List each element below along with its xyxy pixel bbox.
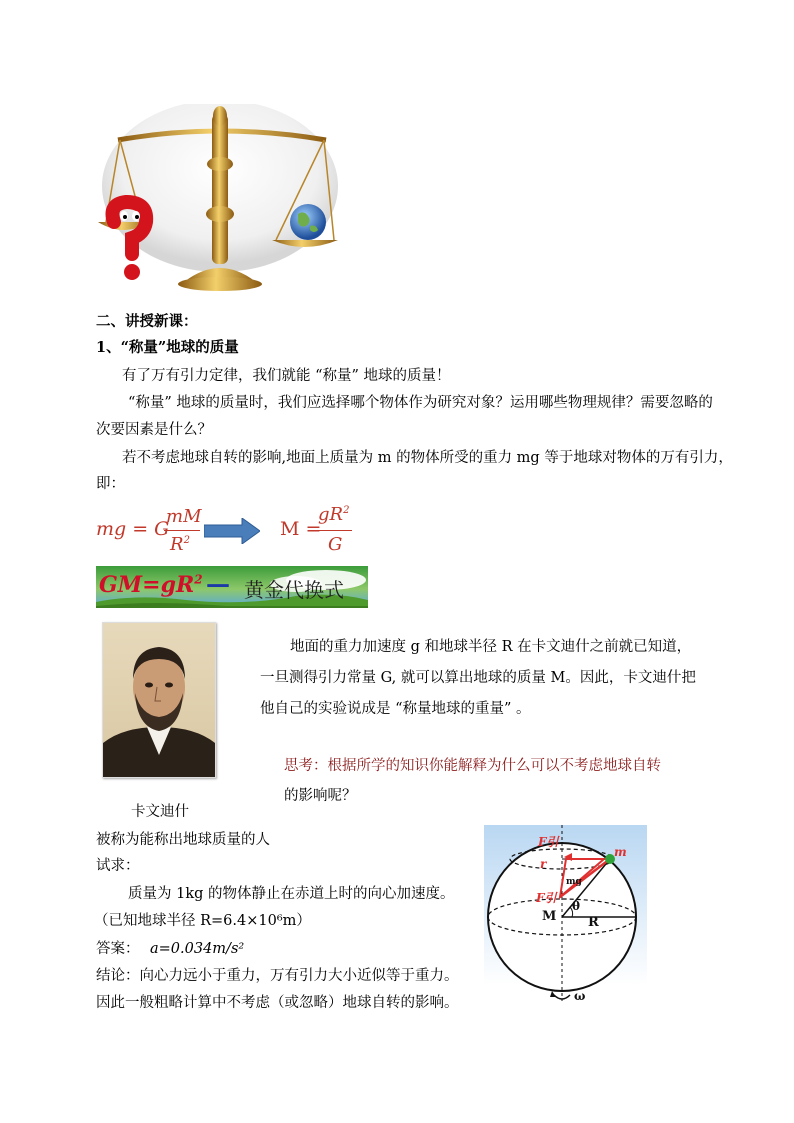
formula-left-fraction-bar — [164, 530, 200, 531]
paragraph-2-line2: 次要因素是什么？ — [96, 422, 212, 438]
answer-value: a=0.034m/s² — [150, 941, 245, 957]
label-r-small: r — [540, 857, 547, 871]
conclusion-line-2: 因此一般粗略计算中不考虑（或忽略）地球自转的影响。 — [96, 995, 459, 1011]
exercise-given: （已知地球半径 R=6.4×10⁶m） — [94, 913, 311, 929]
cavendish-line-1: 地面的重力加速度 g 和地球半径 R 在卡文迪什之前就已知道， — [290, 639, 692, 655]
earth-rotation-diagram — [484, 825, 647, 1007]
label-R-radius: R — [588, 915, 599, 930]
answer-label: 答案： — [96, 941, 140, 957]
label-M-center: M — [542, 909, 557, 924]
mass-formula — [94, 500, 394, 562]
label-f-grav-bottom: F引 — [536, 891, 557, 905]
cavendish-line-2: 一旦测得引力常量 G, 就可以算出地球的质量 M。因此，卡文迪什把 — [260, 670, 696, 686]
formula-left-den-exp: 2 — [183, 535, 190, 546]
formula-right-lhs: M = — [280, 518, 322, 540]
cavendish-line-3: 他自己的实验说成是 “称量地球的重量” 。 — [260, 701, 531, 717]
formula-left-den-base: R — [170, 534, 184, 555]
section-heading: 二、讲授新课： — [96, 313, 198, 330]
formula-right-numerator — [318, 504, 349, 525]
paragraph-3-line1: 若不考虑地球自转的影响,地面上质量为 m 的物体所受的重力 mg 等于地球对物体的万有引力， — [122, 450, 733, 466]
formula-right-num-base: gR — [318, 504, 344, 525]
banner-caption: 黄金代换式 — [244, 578, 344, 602]
banner-dash: — — [206, 569, 230, 598]
banner-formula-exp: 2 — [194, 572, 203, 587]
think-question-line-1: 思考：根据所学的知识你能解释为什么可以不考虑地球自转 — [284, 758, 661, 774]
formula-left-lhs: mg = G — [96, 518, 170, 540]
right-arrow-icon — [204, 518, 260, 544]
banner-formula — [99, 572, 203, 598]
formula-right-num-exp: 2 — [343, 505, 350, 516]
balance-scale-illustration — [96, 104, 344, 294]
label-mg: mg — [566, 877, 582, 887]
label-m-small: m — [614, 845, 627, 859]
paragraph-1: 有了万有引力定律，我们就能 “称量” 地球的质量！ — [122, 368, 451, 384]
formula-left-denominator — [170, 534, 190, 555]
portrait-caption: 卡文迪什 — [131, 804, 189, 820]
exercise-question: 质量为 1kg 的物体静止在赤道上时的向心加速度。 — [128, 886, 455, 902]
golden-substitution-banner — [96, 566, 368, 608]
formula-left-numerator: mM — [166, 506, 202, 527]
formula-right-denominator: G — [328, 534, 343, 555]
formula-right-fraction-bar — [316, 530, 352, 531]
think-question-line-2: 的影响呢？ — [284, 788, 357, 804]
exercise-ask: 试求： — [96, 858, 140, 874]
banner-formula-base: GM=gR — [99, 572, 195, 598]
label-omega: ω — [574, 989, 586, 1003]
subsection-heading: 1、“称量”地球的质量 — [96, 339, 239, 356]
cavendish-portrait — [102, 622, 216, 778]
paragraph-2-line1: “称量” 地球的质量时，我们应选择哪个物体作为研究对象？运用哪些物理规律？需要忽略的 — [128, 395, 713, 411]
paragraph-3-line2: 即： — [96, 476, 125, 492]
conclusion-line-1: 结论：向心力远小于重力，万有引力大小近似等于重力。 — [96, 968, 459, 984]
label-theta: θ — [572, 899, 581, 913]
cavendish-caption: 被称为能称出地球质量的人 — [96, 832, 270, 848]
label-f-grav-top: F引 — [538, 835, 559, 849]
